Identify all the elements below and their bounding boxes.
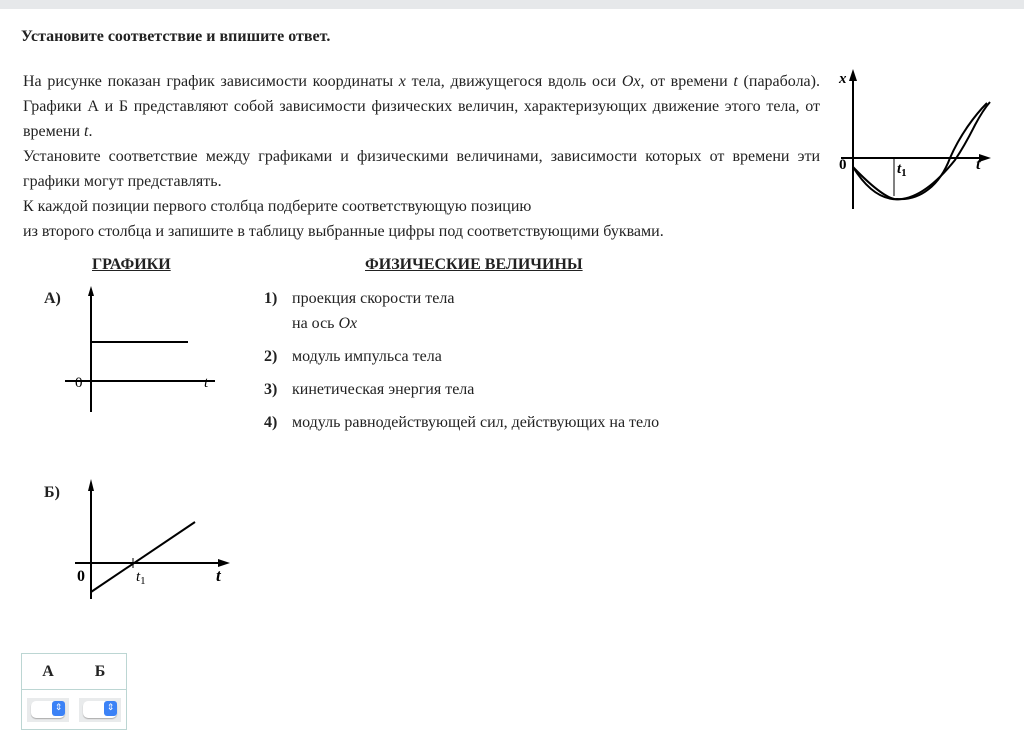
quantities-header: ФИЗИЧЕСКИЕ ВЕЛИЧИНЫ [365,256,583,273]
task-description [23,69,820,244]
main-parabola-graph [835,65,1015,215]
option-4: 4) модуль равнодействующей сил, действующих на тело [264,414,660,431]
svg-text:t: t [976,156,981,173]
svg-text:t1: $t_1$ [897,161,907,179]
svg-text:0: 0 [75,375,83,391]
svg-text:0: 0 [77,568,85,585]
svg-text:t1: $t_1$ [136,569,146,587]
select-arrows-icon: ⇕ [104,701,117,716]
paragraph-3b: из второго столбца и запишите в таблицу выбранные цифры под соответствующими буквами. [23,223,664,240]
graphs-header: ГРАФИКИ [92,256,171,273]
graph-b [60,475,235,605]
graph-b-label: Б) [44,484,60,501]
top-bar [0,0,1024,9]
paragraph-2: Установите соответствие между графиками и физическими величинами, зависимости которых от времени эти графики могут представлять. [23,148,820,190]
svg-text:0: 0 [839,157,847,173]
select-arrows-icon: ⇕ [52,701,65,716]
svg-text:x: x [839,71,847,87]
answer-select-a[interactable] [27,698,69,722]
option-2: 2) модуль импульса тела [264,348,442,365]
option-3: 3) кинетическая энергия тела [264,381,475,398]
answer-select-b[interactable] [79,698,121,722]
answer-header-b: Б [74,654,127,690]
paragraph-1: На рисунке показан график зависимости координаты x тела, движущегося вдоль оси Ox, от времени t (парабола). Графики А и Б представляют собой зависимости физических величин, характеризующих движение этого тела, от времени t. [23,73,820,140]
paragraph-3a: К каждой позиции первого столбца подберите соответствующую позицию [23,198,532,215]
graph-a-label: А) [44,290,61,307]
svg-text:t: t [216,566,221,585]
graph-a [60,280,220,415]
answer-table [21,653,127,730]
svg-text:t: t [204,375,209,391]
option-1: 1) проекция скорости тела на ось Ox [264,290,455,332]
answer-header-a: А [22,654,75,690]
task-title: Установите соответствие и впишите ответ. [21,28,331,45]
